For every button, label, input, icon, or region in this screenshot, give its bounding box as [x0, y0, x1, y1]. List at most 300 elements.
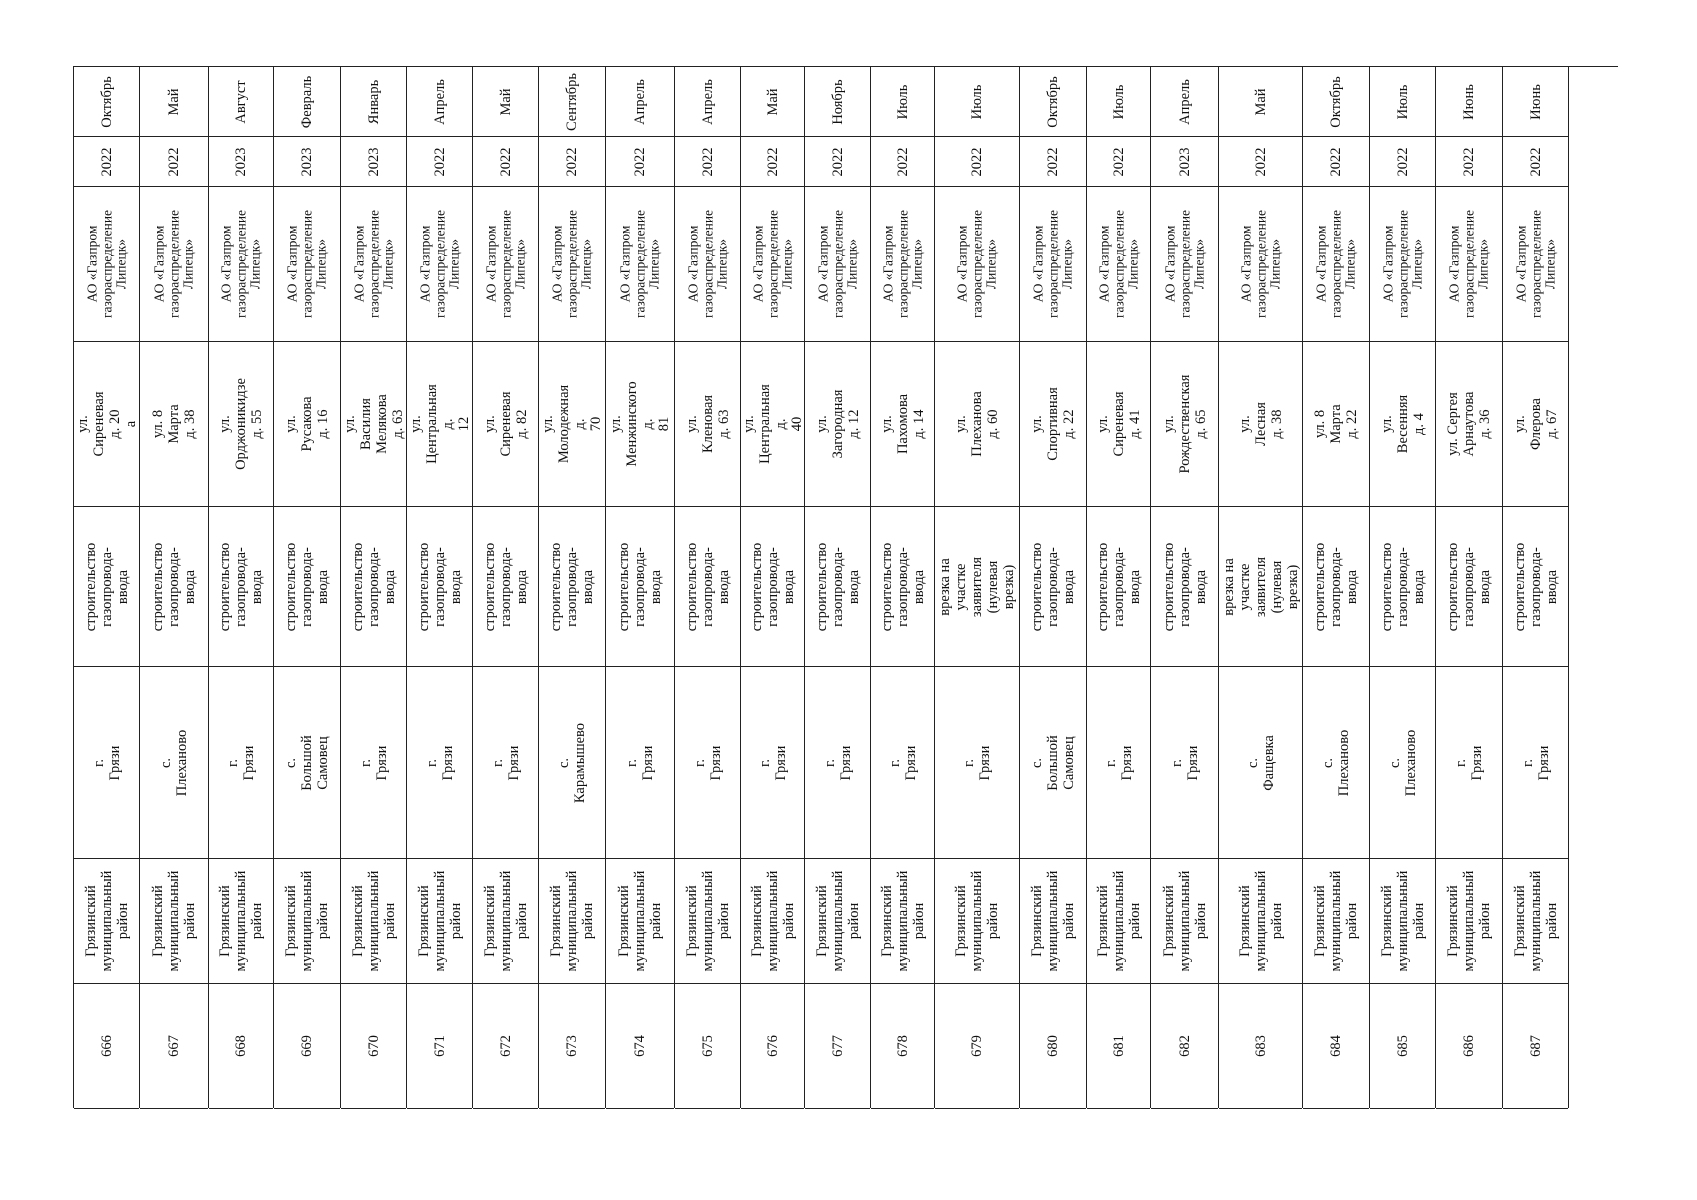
cell-place-text: г. Грязи [691, 745, 724, 780]
cell-num-text: 673 [564, 1035, 580, 1057]
cell-address [74, 342, 139, 507]
cell-place [1436, 667, 1502, 859]
cell-month-text: Ноябрь [829, 78, 846, 125]
cell-org-text: АО «Газпром газораспределение Липецк» [151, 209, 196, 319]
cell-org-text: АО «Газпром газораспределение Липецк» [1512, 209, 1557, 319]
cell-num-text: 669 [299, 1035, 315, 1057]
cell-address-text: ул. Рождественская д. 65 [1160, 374, 1209, 474]
cell-month-text: Май [764, 87, 781, 116]
cell-org [1219, 187, 1302, 342]
table-row [805, 67, 871, 1108]
cell-place [1020, 667, 1086, 859]
cell-work [74, 507, 139, 667]
table-row [1436, 67, 1503, 1108]
cell-year [1087, 137, 1150, 187]
cell-place [1503, 667, 1568, 859]
cell-org [74, 187, 139, 342]
cell-work [1303, 507, 1369, 667]
cell-district [675, 859, 740, 984]
cell-year [473, 137, 538, 187]
cell-org [341, 187, 406, 342]
cell-org-text: АО «Газпром газораспределение Липецк» [749, 209, 794, 319]
cell-work [407, 507, 472, 667]
cell-org [1020, 187, 1086, 342]
cell-org-text: АО «Газпром газораспределение Липецк» [879, 209, 924, 319]
cell-place-text: г. Грязи [225, 745, 257, 780]
cell-num [606, 984, 674, 1109]
cell-work-text: строительство газопровода-ввода [481, 542, 530, 631]
cell-org [407, 187, 472, 342]
cell-district [1219, 859, 1302, 984]
cell-year [341, 137, 406, 187]
cell-work-text: строительство газопровода-ввода [878, 542, 927, 631]
cell-place [140, 667, 208, 859]
cell-address-text: ул. Орджоникидзе д. 55 [217, 378, 265, 470]
cell-year-text: 2022 [1110, 147, 1127, 176]
cell-org-text: АО «Газпром газораспределение Липецк» [83, 209, 128, 319]
cell-org-text: АО «Газпром газораспределение Липецк» [1313, 209, 1358, 319]
cell-org [805, 187, 870, 342]
cell-address [274, 342, 340, 507]
cell-place-text: с. Плеханово [1320, 729, 1352, 796]
cell-district [274, 859, 340, 984]
cell-org [274, 187, 340, 342]
cell-month-text: Апрель [1176, 78, 1193, 125]
cell-year [1020, 137, 1086, 187]
cell-year [805, 137, 870, 187]
cell-work-text: врезка на участке заявителя (нулевая врезка) [937, 556, 1017, 617]
cell-address [539, 342, 605, 507]
cell-work [473, 507, 538, 667]
cell-address [675, 342, 740, 507]
cell-address-text: ул. Менжинского д. 81 [608, 381, 672, 467]
cell-address-text: ул. Центральная д. 40 [741, 384, 804, 464]
cell-num-text: 675 [699, 1035, 716, 1057]
cell-place-text: с. Плеханово [158, 729, 190, 796]
cell-num-text: 679 [969, 1035, 985, 1057]
cell-org-text: АО «Газпром газораспределение Липецк» [1379, 209, 1424, 319]
cell-num-text: 682 [1176, 1035, 1193, 1057]
cell-place [871, 667, 934, 859]
cell-month [1020, 67, 1086, 137]
cell-num-text: 674 [632, 1035, 648, 1057]
cell-month [539, 67, 605, 137]
cell-place [209, 667, 273, 859]
cell-place [805, 667, 870, 859]
cell-month-text: Февраль [299, 75, 315, 128]
cell-district [140, 859, 208, 984]
cell-district-text: Грязинский муниципальный район [813, 870, 862, 972]
cell-address [1087, 342, 1150, 507]
cell-address-text: ул. Сиреневая д. 20 а [74, 391, 139, 457]
cell-num [209, 984, 273, 1109]
cell-address-text: ул. Молодежная д. 70 [540, 384, 604, 464]
cell-year [74, 137, 139, 187]
table-row [140, 67, 209, 1108]
cell-address-text: ул. Лесная д. 38 [1236, 402, 1285, 446]
cell-work-text: строительство газопровода-ввода [349, 542, 398, 631]
cell-place-text: г. Грязи [1102, 745, 1135, 780]
cell-district [741, 859, 804, 984]
cell-year [407, 137, 472, 187]
cell-num [1370, 984, 1435, 1109]
table-row [539, 67, 606, 1108]
cell-num-text: 683 [1252, 1035, 1269, 1057]
cell-place-text: г. Грязи [423, 745, 456, 780]
cell-district [1370, 859, 1435, 984]
cell-address [209, 342, 273, 507]
cell-work-text: строительство газопровода-ввода [415, 542, 464, 631]
table-row [1370, 67, 1436, 1108]
cell-address-text: ул. Плеханова д. 60 [953, 391, 1001, 457]
cell-month [140, 67, 208, 137]
cell-org [1151, 187, 1218, 342]
cell-org-text: АО «Газпром газораспределение Липецк» [284, 209, 329, 319]
cell-address-text: ул. Кленовая д. 63 [683, 394, 732, 454]
table-row [209, 67, 274, 1108]
cell-district-text: Грязинский муниципальный район [1236, 870, 1285, 972]
cell-month [675, 67, 740, 137]
cell-org [741, 187, 804, 342]
cell-work-text: строительство газопровода-ввода [150, 542, 198, 631]
cell-address [1503, 342, 1568, 507]
table-row [1303, 67, 1370, 1108]
cell-org-text: АО «Газпром газораспределение Липецк» [1161, 209, 1206, 319]
cell-year [1303, 137, 1369, 187]
cell-month [606, 67, 674, 137]
cell-district [871, 859, 934, 984]
cell-district [209, 859, 273, 984]
cell-district-text: Грязинский муниципальный район [82, 870, 131, 972]
cell-district [1503, 859, 1568, 984]
cell-num [341, 984, 406, 1109]
cell-org-text: АО «Газпром газораспределение Липецк» [218, 209, 263, 319]
cell-num-text: 681 [1110, 1035, 1127, 1057]
rotated-table [73, 66, 1618, 1108]
cell-year-text: 2022 [1328, 147, 1344, 176]
cell-org-text: АО «Газпром газораспределение Липецк» [814, 209, 859, 319]
cell-year [606, 137, 674, 187]
cell-month-text: Июль [969, 84, 985, 119]
cell-num [1087, 984, 1150, 1109]
cell-org-text: АО «Газпром газораспределение Липецк» [482, 209, 527, 319]
cell-district-text: Грязинский муниципальный район [349, 870, 398, 972]
cell-year-text: 2023 [299, 147, 315, 176]
cell-work [935, 507, 1019, 667]
cell-month [209, 67, 273, 137]
table-row [1503, 67, 1569, 1108]
cell-district [473, 859, 538, 984]
cell-work-text: строительство газопровода-ввода [748, 542, 797, 631]
cell-address [805, 342, 870, 507]
table-row [606, 67, 675, 1108]
cell-org-text: АО «Газпром газораспределение Липецк» [350, 209, 395, 319]
cell-district-text: Грязинский муниципальный район [415, 870, 464, 972]
cell-month-text: Июль [894, 84, 911, 119]
cell-month [274, 67, 340, 137]
cell-org [935, 187, 1019, 342]
cell-org [1503, 187, 1568, 342]
cell-num [871, 984, 934, 1109]
cell-place [1151, 667, 1218, 859]
cell-num [539, 984, 605, 1109]
cell-num-text: 668 [233, 1035, 249, 1057]
cell-org-text: АО «Газпром газораспределение Липецк» [1446, 209, 1491, 319]
cell-place-text: г. Грязи [489, 745, 522, 780]
table-row [473, 67, 539, 1108]
cell-place [407, 667, 472, 859]
cell-month-text: Август [233, 79, 249, 124]
cell-district [1087, 859, 1150, 984]
cell-work [1436, 507, 1502, 667]
cell-month-text: Январь [365, 79, 382, 124]
cell-work-text: строительство газопровода-ввода [683, 542, 732, 631]
cell-work [1219, 507, 1302, 667]
cell-work-text: строительство газопровода-ввода [548, 542, 596, 631]
cell-month-text: Май [166, 87, 182, 116]
cell-num [1303, 984, 1369, 1109]
cell-work-text: строительство газопровода-ввода [616, 542, 664, 631]
table-row [871, 67, 935, 1108]
cell-address-text: ул. Василия Мелякова д. 63 [341, 394, 406, 454]
cell-month-text: Июнь [1527, 83, 1544, 120]
cell-org [606, 187, 674, 342]
cell-year [741, 137, 804, 187]
cell-month [1303, 67, 1369, 137]
cell-year-text: 2022 [969, 147, 985, 176]
cell-num [741, 984, 804, 1109]
cell-year-text: 2022 [564, 147, 580, 176]
cell-address-text: ул. Флерова д. 67 [1511, 398, 1560, 450]
cell-work-text: строительство газопровода-ввода [283, 542, 331, 631]
cell-year [274, 137, 340, 187]
cell-address-text: ул. Сиреневая д. 82 [481, 391, 530, 457]
cell-org [1087, 187, 1150, 342]
cell-place-text: г. Грязи [357, 745, 390, 780]
cell-month [1436, 67, 1502, 137]
cell-district [1151, 859, 1218, 984]
cell-address [1219, 342, 1302, 507]
cell-address-text: ул. Весенняя д. 4 [1378, 394, 1427, 454]
cell-year-text: 2022 [829, 147, 846, 176]
cell-place [606, 667, 674, 859]
cell-num-text: 686 [1461, 1035, 1477, 1057]
cell-place-text: г. Грязи [1453, 745, 1485, 780]
cell-month-text: Апрель [431, 78, 448, 125]
cell-year-text: 2022 [1527, 147, 1544, 176]
cell-district-text: Грязинский муниципальный район [1312, 870, 1360, 972]
cell-place [74, 667, 139, 859]
table-row [1087, 67, 1151, 1108]
cell-month-text: Апрель [632, 78, 648, 125]
cell-address-text: ул. Пахомова д. 14 [878, 393, 927, 455]
cell-place-text: г. Грязи [961, 745, 993, 780]
cell-month [805, 67, 870, 137]
cell-work [675, 507, 740, 667]
table-row [675, 67, 741, 1108]
cell-work-text: врезка на участке заявителя (нулевая врезка) [1220, 556, 1301, 617]
cell-address [871, 342, 934, 507]
cell-district-text: Грязинский муниципальный район [1445, 870, 1493, 972]
cell-year [871, 137, 934, 187]
cell-work [741, 507, 804, 667]
table-row [274, 67, 341, 1108]
cell-work [140, 507, 208, 667]
cell-year-text: 2022 [1045, 147, 1061, 176]
cell-org [140, 187, 208, 342]
cell-num-text: 666 [98, 1035, 115, 1057]
cell-month [1151, 67, 1218, 137]
cell-num [1020, 984, 1086, 1109]
cell-place-text: г. Грязи [1519, 745, 1552, 780]
cell-org [1436, 187, 1502, 342]
cell-work [1087, 507, 1150, 667]
cell-address-text: ул. 8 Марта д. 22 [1312, 404, 1360, 444]
cell-year-text: 2022 [894, 147, 911, 176]
cell-place-text: с. Плеханово [1386, 729, 1419, 796]
cell-address-text: ул. 8 Марта д. 38 [150, 404, 198, 444]
cell-place [675, 667, 740, 859]
cell-address-text: ул. Сергея Арнаутова д. 36 [1445, 391, 1493, 457]
cell-year-text: 2022 [98, 147, 115, 176]
cell-district-text: Грязинский муниципальный район [1511, 870, 1560, 972]
cell-place [473, 667, 538, 859]
cell-work-text: строительство газопровода-ввода [1312, 542, 1360, 631]
cell-org [1370, 187, 1435, 342]
cell-num [1503, 984, 1568, 1109]
cell-district [407, 859, 472, 984]
cell-org-text: АО «Газпром газораспределение Липецк» [1237, 209, 1282, 319]
cell-address-text: ул. Центральная д. 12 [407, 384, 472, 464]
cell-num [805, 984, 870, 1109]
cell-year-text: 2023 [365, 147, 382, 176]
cell-month [341, 67, 406, 137]
cell-month [1503, 67, 1568, 137]
cell-place-text: г. Грязи [821, 745, 854, 780]
cell-org-text: АО «Газпром газораспределение Липецк» [416, 209, 461, 319]
cell-org-text: АО «Газпром газораспределение Липецк» [549, 209, 594, 319]
cell-work [341, 507, 406, 667]
cell-year [1436, 137, 1502, 187]
cell-work-text: строительство газопровода-ввода [1094, 542, 1143, 631]
cell-place [341, 667, 406, 859]
cell-num [140, 984, 208, 1109]
cell-district-text: Грязинский муниципальный район [1160, 870, 1209, 972]
cell-work [871, 507, 934, 667]
cell-year [1219, 137, 1302, 187]
cell-org-text: АО «Газпром газораспределение Липецк» [1030, 209, 1075, 319]
cell-work [1503, 507, 1568, 667]
cell-org-text: АО «Газпром газораспределение Липецк» [954, 209, 999, 319]
cell-org-text: АО «Газпром газораспределение Липецк» [617, 209, 662, 319]
cell-work [274, 507, 340, 667]
cell-num [74, 984, 139, 1109]
cell-num [1436, 984, 1502, 1109]
cell-year [675, 137, 740, 187]
cell-month [871, 67, 934, 137]
table-row [74, 67, 140, 1108]
cell-org [675, 187, 740, 342]
cell-district-text: Грязинский муниципальный район [748, 870, 797, 972]
cell-year-text: 2022 [1252, 147, 1269, 176]
cell-year [935, 137, 1019, 187]
cell-num-text: 677 [829, 1035, 846, 1057]
cell-year-text: 2022 [632, 147, 648, 176]
cell-org-text: АО «Газпром газораспределение Липецк» [684, 209, 729, 319]
cell-address [606, 342, 674, 507]
cell-address [935, 342, 1019, 507]
cell-work-text: строительство газопровода-ввода [1511, 542, 1560, 631]
cell-place [1370, 667, 1435, 859]
cell-work-text: строительство газопровода-ввода [1160, 542, 1209, 631]
cell-district-text: Грязинский муниципальный район [217, 870, 265, 972]
cell-month [1219, 67, 1302, 137]
table-row [1219, 67, 1303, 1108]
table-row [407, 67, 473, 1108]
cell-num [675, 984, 740, 1109]
cell-num-text: 676 [764, 1035, 781, 1057]
cell-year-text: 2022 [764, 147, 781, 176]
table-row [1151, 67, 1219, 1108]
cell-org [209, 187, 273, 342]
cell-place-text: с. Фащевка [1244, 734, 1277, 791]
cell-org-text: АО «Газпром газораспределение Липецк» [1095, 209, 1140, 319]
cell-work [539, 507, 605, 667]
cell-district-text: Грязинский муниципальный район [683, 870, 732, 972]
cell-place [1219, 667, 1302, 859]
cell-district [935, 859, 1019, 984]
cell-month-text: Май [1252, 87, 1269, 116]
cell-year-text: 2022 [166, 147, 182, 176]
cell-month-text: Октябрь [1328, 75, 1344, 128]
cell-place [935, 667, 1019, 859]
cell-num [407, 984, 472, 1109]
cell-year-text: 2022 [1461, 147, 1477, 176]
cell-district [1020, 859, 1086, 984]
cell-address [1370, 342, 1435, 507]
cell-month-text: Апрель [699, 78, 716, 125]
cell-num [1151, 984, 1218, 1109]
cell-year [1370, 137, 1435, 187]
cell-org [871, 187, 934, 342]
cell-place [741, 667, 804, 859]
cell-work [606, 507, 674, 667]
cell-work-text: строительство газопровода-ввода [1029, 542, 1077, 631]
cell-district-text: Грязинский муниципальный район [1029, 870, 1077, 972]
table-row [935, 67, 1020, 1108]
cell-num-text: 670 [365, 1035, 382, 1057]
cell-place-text: г. Грязи [886, 745, 919, 780]
cell-num [1219, 984, 1302, 1109]
cell-district-text: Грязинский муниципальный район [878, 870, 927, 972]
cell-num [935, 984, 1019, 1109]
cell-district [1436, 859, 1502, 984]
cell-district-text: Грязинский муниципальный район [548, 870, 596, 972]
cell-address [407, 342, 472, 507]
cell-work [1020, 507, 1086, 667]
cell-district-text: Грязинский муниципальный район [1094, 870, 1143, 972]
cell-place [1303, 667, 1369, 859]
cell-month [741, 67, 804, 137]
cell-year [209, 137, 273, 187]
cell-month-text: Октябрь [1045, 75, 1061, 128]
cell-work-text: строительство газопровода-ввода [82, 542, 131, 631]
table-row [741, 67, 805, 1108]
cell-address-text: ул. Спортивная д. 22 [1029, 387, 1077, 461]
cell-month [74, 67, 139, 137]
cell-num [274, 984, 340, 1109]
cell-num [473, 984, 538, 1109]
